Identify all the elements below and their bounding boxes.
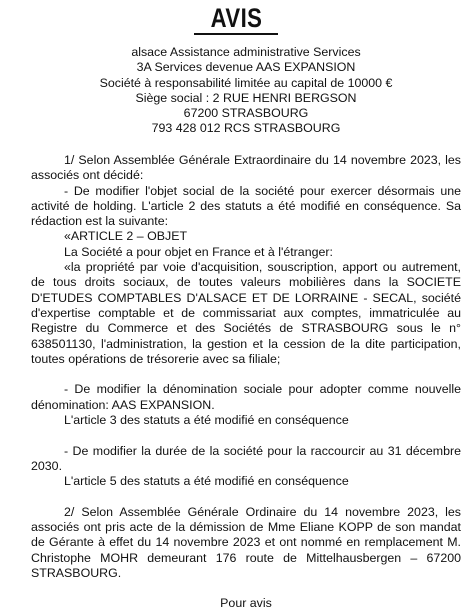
header-line: 67200 STRASBOURG (183, 106, 309, 121)
notice-body (31, 153, 461, 612)
title-underline (194, 33, 278, 35)
paragraph-article-3: L'article 3 des statuts a été modifié en conséquence (64, 413, 349, 428)
spacer (31, 428, 461, 443)
paragraph-duration-change: - De modifier la durée de la société pour la raccourcir au 31 décembre 2030. (31, 443, 461, 473)
header-line: 3A Services devenue AAS EXPANSION (136, 60, 356, 75)
paragraph-object-change: - De modifier l'objet social de la société pour exercer désormais une activité de holding. L'article 2 des statuts a été modifié en conséquence. Sa rédaction est la suivante: (31, 183, 461, 229)
paragraph-resolution-2: 2/ Selon Assemblée Générale Ordinaire du 14 novembre 2023, les associés ont pris acte de la démission de Mme Eliane KOPP de son mandat de Gérante à effet du 14 novembre 2023 et ont nommé en remplacement M. Christophe MOHR demeurant 176 route de Mittelhausbergen – 67200 STRASBOURG. (31, 504, 461, 581)
paragraph-name-change: - De modifier la dénomination sociale pour adopter comme nouvelle dénomination: AAS EXPANSION. (31, 382, 461, 412)
header-line: Société à responsabilité limitée au capital de 10000 € (99, 75, 393, 90)
spacer (31, 490, 461, 505)
paragraph-article-2-heading: «ARTICLE 2 – OBJET (64, 229, 188, 244)
notice-title: AVIS (210, 3, 263, 33)
spacer (31, 367, 461, 382)
paragraph-resolution-1: 1/ Selon Assemblée Générale Extraordinaire du 14 novembre 2023, les associés ont décidé: (31, 153, 461, 183)
paragraph-article-5: L'article 5 des statuts a été modifié en conséquence (64, 474, 349, 489)
closing-line: Pour avis (220, 596, 272, 611)
paragraph-article-2-intro: La Société a pour objet en France et à l'étranger: (64, 244, 333, 259)
header-line: Siège social : 2 RUE HENRI BERGSON (135, 90, 357, 105)
company-header (31, 45, 461, 137)
header-line: 793 428 012 RCS STRASBOURG (151, 121, 341, 136)
paragraph-article-2-text: «la propriété par voie d'acquisition, souscription, apport ou autrement, de tous droits sociaux, de toutes valeurs mobilières dans la SOCIETE D'ETUDES COMPTABLES D'ALSACE ET DE LORRAINE - SECAL, société d'expertise comptable et de commissariat aux comptes, immatriculée au Registre du Commerce et des Sociétés de STRASBOURG sous le n° 638501130, l'administration, la gestion et la cession de la dite participation, toutes opérations de trésorerie avec sa filiale; (31, 260, 461, 366)
header-line: alsace Assistance administrative Services (131, 45, 361, 59)
